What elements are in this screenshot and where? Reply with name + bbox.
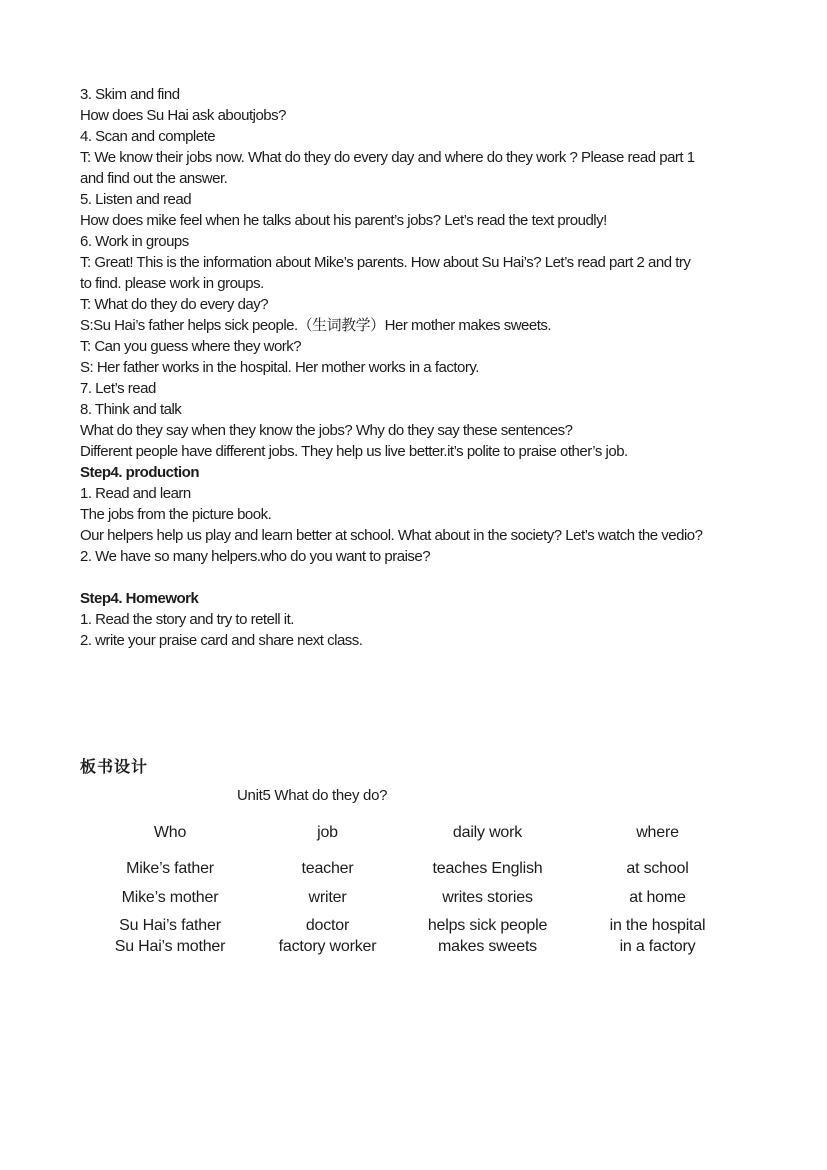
text-line: 2. write your praise card and share next class. — [80, 632, 363, 649]
board-cell: in a factory — [619, 938, 696, 955]
board-cell: factory worker — [278, 938, 377, 955]
board-cell: helps sick people — [427, 917, 548, 934]
text-line: T: We know their jobs now. What do they do every day and where do they work ? Please read part 1 — [80, 149, 695, 166]
board-table-row — [80, 915, 735, 936]
board-column-header: Who — [153, 824, 187, 841]
board-cell: at school — [626, 860, 689, 877]
text-line: T: Great! This is the information about Mike’s parents. How about Su Hai’s? Let’s read part 2 and try — [80, 254, 691, 271]
text-line: 1. Read the story and try to retell it. — [80, 611, 294, 628]
board-table-header-row — [80, 822, 735, 843]
text-line: Different people have different jobs. They help us live better.it’s polite to praise other’s job. — [80, 443, 628, 460]
board-table — [80, 822, 735, 957]
unit-title: Unit5 What do they do? — [237, 787, 388, 804]
text-line: 7. Let’s read — [80, 380, 156, 397]
step4-production-heading: Step4. production — [80, 464, 199, 481]
board-cell: makes sweets — [438, 938, 537, 955]
text-line: 3. Skim and find — [80, 86, 180, 103]
board-cell: Mike’s mother — [121, 889, 219, 906]
board-design-heading: 板书设计 — [80, 759, 149, 776]
text-line: T: Can you guess where they work? — [80, 338, 302, 355]
text-line: 4. Scan and complete — [80, 128, 216, 145]
text-line: S: Her father works in the hospital. Her mother works in a factory. — [80, 359, 479, 376]
board-cell: Mike’s father — [126, 860, 214, 877]
blank-line — [80, 567, 780, 588]
text-line: How does Su Hai ask aboutjobs? — [80, 107, 286, 124]
board-cell: at home — [629, 889, 686, 906]
text-line: How does mike feel when he talks about his parent’s jobs? Let’s read the text proudly! — [80, 212, 607, 229]
text-line: 8. Think and talk — [80, 401, 182, 418]
text-line: 5. Listen and read — [80, 191, 192, 208]
board-cell: in the hospital — [609, 917, 706, 934]
text-line: T: What do they do every day? — [80, 296, 269, 313]
text-line: S:Su Hai’s father helps sick people.（生词教学）Her mother makes sweets. — [80, 317, 552, 334]
text-line: and find out the answer. — [80, 170, 228, 187]
board-cell: writes stories — [442, 889, 533, 906]
step4-homework-heading: Step4. Homework — [80, 590, 199, 607]
text-line: 1. Read and learn — [80, 485, 191, 502]
text-line: 2. We have so many helpers.who do you want to praise? — [80, 548, 431, 565]
lesson-plan-text — [80, 84, 780, 651]
board-table-row — [80, 887, 735, 908]
board-table-row — [80, 936, 735, 957]
board-design-section — [80, 757, 740, 957]
board-cell: teacher — [301, 860, 354, 877]
board-column-header: job — [317, 824, 338, 841]
board-column-header: daily work — [452, 824, 523, 841]
text-line: The jobs from the picture book. — [80, 506, 272, 523]
board-cell: doctor — [305, 917, 350, 934]
board-column-header: where — [636, 824, 679, 841]
board-cell: Su Hai’s father — [119, 917, 221, 934]
board-cell: Su Hai’s mother — [114, 938, 226, 955]
text-line: What do they say when they know the jobs? Why do they say these sentences? — [80, 422, 573, 439]
text-line: to find. please work in groups. — [80, 275, 264, 292]
board-table-row — [80, 858, 735, 879]
board-cell: writer — [308, 889, 347, 906]
text-line: 6. Work in groups — [80, 233, 189, 250]
board-cell: teaches English — [432, 860, 543, 877]
text-line: Our helpers help us play and learn better at school. What about in the society? Let’s watch the vedio? — [80, 527, 703, 544]
